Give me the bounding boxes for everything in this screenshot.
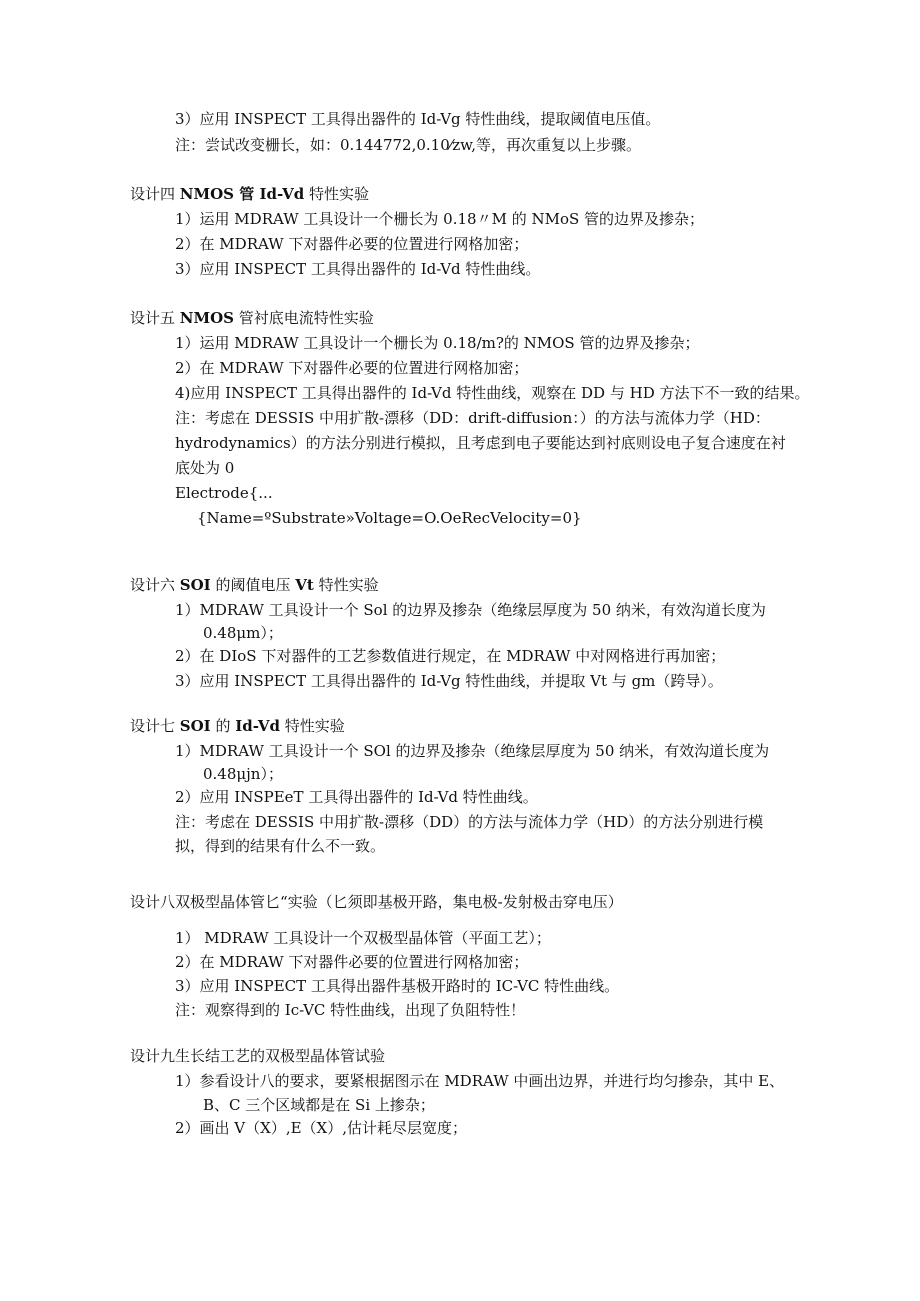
intro-note: 注：尝试改变栅长，如：0.144772,0.10⁄zw,等，再次重复以上步骤。 (175, 136, 641, 154)
design7-heading (130, 714, 345, 738)
design4-heading (130, 182, 369, 206)
design6-item-2: 2）在 DIoS 下对器件的工艺参数值进行规定，在 MDRAW 中对网格进行再加密； (175, 647, 726, 665)
design7-heading-bold2: Id-Vd (235, 717, 281, 735)
design7-heading-bold: SOI (179, 717, 211, 735)
design9-item-1: 1）参看设计八的要求，要紧根据图示在 MDRAW 中画出边界，并进行均匀掺杂，其中 E、 (175, 1072, 785, 1090)
design9-heading: 设计九生长结工艺的双极型晶体管试验 (130, 1047, 386, 1065)
design5-item-4: 4)应用 INSPECT 工具得出器件的 Id-Vd 特性曲线，观察在 DD 与 HD 方法下不一致的结果。 (175, 384, 810, 402)
design6-heading-mid: 的阈值电压 (210, 576, 296, 594)
design5-heading-prefix: 设计五 (130, 309, 180, 327)
design7-heading-prefix: 设计七 (130, 717, 180, 735)
intro-item-3: 3）应用 INSPECT 工具得出器件的 Id-Vg 特性曲线，提取阈值电压值。 (175, 110, 661, 128)
design6-item-3: 3）应用 INSPECT 工具得出器件的 Id-Vg 特性曲线，并提取 Vt 与 gm（跨导）。 (175, 672, 723, 690)
design5-code-line-1: Electrode{... (175, 484, 273, 502)
design5-heading (130, 306, 374, 330)
design8-item-3: 3）应用 INSPECT 工具得出器件基极开路时的 IC-VC 特性曲线。 (175, 977, 620, 995)
design7-item-1-cont: 0.48μjn）； (203, 765, 283, 783)
design7-item-2: 2）应用 INSPEeT 工具得出器件的 Id-Vd 特性曲线。 (175, 788, 538, 806)
design8-item-2: 2）在 MDRAW 下对器件必要的位置进行网格加密； (175, 953, 529, 971)
design5-heading-bold: NMOS (179, 309, 234, 327)
design8-note: 注：观察得到的 Ic-VC 特性曲线，出现了负阻特性！ (175, 1001, 526, 1019)
design6-heading-bold: SOI (179, 576, 211, 594)
design5-item-2: 2）在 MDRAW 下对器件必要的位置进行网格加密； (175, 359, 529, 377)
design4-heading-prefix: 设计四 (130, 185, 180, 203)
design5-note-line-2: hydrodynamics）的方法分别进行模拟，且考虑到电子要能达到衬底则设电子复合速度在衬 (175, 434, 786, 452)
design5-note-line-3: 底处为 0 (175, 459, 235, 477)
design6-heading-bold2: Vt (295, 576, 314, 594)
design4-item-2: 2）在 MDRAW 下对器件必要的位置进行网格加密； (175, 235, 529, 253)
design4-item-1: 1）运用 MDRAW 工具设计一个栅长为 0.18〃M 的 NMoS 管的边界及掺杂； (175, 210, 705, 228)
design5-item-1: 1）运用 MDRAW 工具设计一个栅长为 0.18/m?的 NMOS 管的边界及掺杂； (175, 334, 700, 352)
design6-heading (130, 573, 379, 597)
design4-heading-bold: NMOS 管 Id-Vd (179, 185, 305, 203)
design9-item-1-cont: B、C 三个区域都是在 Si 上掺杂； (203, 1096, 435, 1114)
design7-note-line-2: 拟，得到的结果有什么不一致。 (175, 837, 386, 855)
design6-item-1: 1）MDRAW 工具设计一个 Sol 的边界及掺杂（绝缘层厚度为 50 纳米，有效沟道长度为 (175, 601, 766, 619)
design7-item-1: 1）MDRAW 工具设计一个 SOl 的边界及掺杂（绝缘层厚度为 50 纳米，有效沟道长度为 (175, 742, 770, 760)
design4-heading-suffix: 特性实验 (304, 185, 369, 203)
design4-item-3: 3）应用 INSPECT 工具得出器件的 Id-Vd 特性曲线。 (175, 260, 541, 278)
design8-heading: 设计八双极型晶体管匕“实验（匕须即基极开路，集电极-发射极击穿电压） (130, 893, 623, 911)
design7-heading-suffix: 特性实验 (280, 717, 345, 735)
design9-item-2: 2）画出 V（X）,E（X）,估计耗尽层宽度； (175, 1119, 467, 1137)
design8-item-1: 1） MDRAW 工具设计一个双极型晶体管（平面工艺）； (175, 929, 551, 947)
design6-item-1-cont: 0.48μm）； (203, 624, 283, 642)
design5-heading-suffix: 管衬底电流特性实验 (234, 309, 374, 327)
design7-heading-mid: 的 (210, 717, 236, 735)
design6-heading-prefix: 设计六 (130, 576, 180, 594)
design6-heading-suffix: 特性实验 (313, 576, 379, 594)
design7-note-line-1: 注：考虑在 DESSIS 中用扩散-漂移（DD）的方法与流体力学（HD）的方法分别进行模 (175, 813, 764, 831)
design5-code-line-2: {Name=ºSubstrate»Voltage=O.OeRecVelocity=0} (197, 509, 582, 527)
design5-note-line-1: 注：考虑在 DESSIS 中用扩散-漂移（DD：drift-diffusion：）的方法与流体力学（HD： (175, 409, 770, 427)
